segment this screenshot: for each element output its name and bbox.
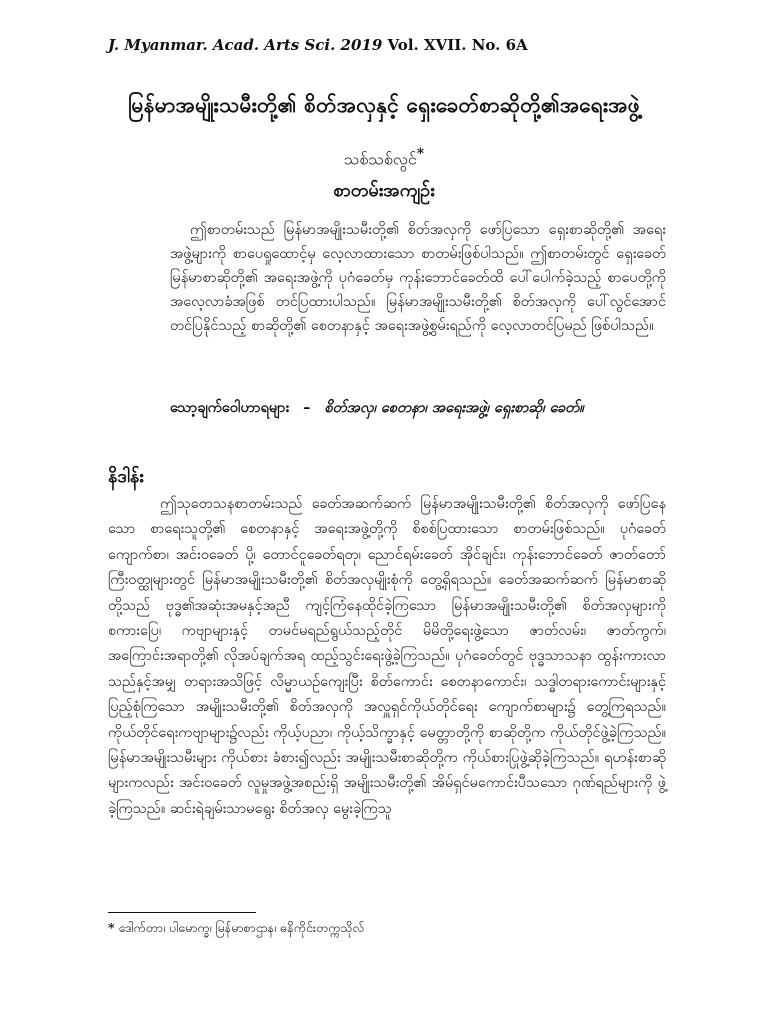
introduction-heading: နိဒါန်း [108,466,144,487]
keywords-line [170,396,666,420]
keywords-label: သော့ချက်ဝေါဟာရများ [170,399,290,416]
author-line [0,146,768,172]
author-footnote-mark: * [416,146,425,162]
footnote [108,920,364,939]
author-name: သစ်သစ်လွင် [343,149,417,169]
paper-title: မြန်မာအမျိုးသမီးတို့၏ စိတ်အလှနှင့် ရှေးခေတ်စာဆိုတို့၏အရေးအဖွဲ့ [128,92,640,117]
introduction-text: ဤသုတေသနစာတမ်းသည် ခေတ်အဆက်ဆက် မြန်မာအမျိုးသမီးတို့၏ စိတ်အလှကို ဖော်ပြနေသော စာရေးသူတို့၏ စေတနာနှင့် အရေးအဖွဲ့တို့ကို စိစစ်ပြထားသော စာတမ်းဖြစ်သည်။ ပုဂံခေတ် ကျောက်စာ၊ အင်းဝခေတ် ပို့၊ တောင်ငူခေတ်ရတု၊ ညောင်ရမ်းခေတ် အိုင်ချင်း၊ ကုန်းဘောင်ခေတ် ဇာတ်တော်ကြီးဝတ္ထုများတွင် မြန်မာအမျိုးသမီးတို့၏ စိတ်အလှမျိုးစုံကို တွေ့ရှိရသည်။ ခေတ်အဆက်ဆက် မြန်မာစာဆိုတို့သည် ဗုဒ္ဓ၏အဆုံးအမနှင့်အညီ ကျင့်ကြံနေထိုင်ခဲ့ကြသော မြန်မာအမျိုးသမီးတို့၏ စိတ်အလှများကို စကားပြေ၊ ကဗျာများနှင့် တမင်မရည်ရွယ်သည့်တိုင် မိမိတို့ရေးဖွဲ့သော ဇာတ်လမ်း၊ ဇာတ်ကွက်၊ အကြောင်းအရာတို့၏ လိုအပ်ချက်အရ ထည့်သွင်းရေးဖွဲ့ခဲ့ကြသည်။ ပုဂံခေတ်တွင် ဗုဒ္ဓသာသနာ ထွန်းကားလာသည်နှင့်အမျှ တရားအသိဖြင့် လိမ္မာယဉ်ကျေးပြီး စိတ်ကောင်း စေတနာကောင်း၊ သဒ္ဓါတရားကောင်းများနှင့် ပြည့်စုံကြသော အမျိုးသမီးတို့၏ စိတ်အလှကို အလှူရှင်ကိုယ်တိုင်ရေး ကျောက်စာများ၌ တွေ့ကြရသည်။ ကိုယ်တိုင်ရေးကဗျာများ၌လည်း ကိုယ့်ပညာ၊ ကိုယ့်သိက္ခာနှင့် မေတ္တာတို့ကို စာဆိုတို့က ကိုယ်တိုင်ဖွဲ့ခဲ့ကြသည်။ မြန်မာအမျိုးသမီးများ ကိုယ်စား ခံစား၍လည်း အမျိုးသမီးစာဆိုတို့က ကိုယ်စားပြုဖွဲ့ဆိုခဲ့ကြသည်။ ရဟန်းစာဆိုများကလည်း အင်းဝခေတ် လူမှုအဖွဲ့အစည်းရှိ အမျိုးသမီးတို့၏ အိမ်ရှင်မကောင်းပီသသော ဂုဏ်ရည်များကို ဖွဲ့ခဲ့ကြသည်။ ဆင်းရဲချမ်းသာမရွေး စိတ်အလှ မွေးခဲ့ကြသူ [108,496,666,817]
keywords-dash: – [303,399,311,416]
journal-volume: Vol. XVII. No. 6A [387,36,528,54]
footnote-divider [108,912,256,913]
journal-header [108,36,528,54]
footnote-text: ဒေါက်တာ၊ ပါမောက္ခ၊ မြန်မာစာဌာန၊ ဓနိကိုင်းတက္ကသိုလ် [118,920,365,935]
journal-name: J. Myanmar. Acad. Arts Sci. 2019 [108,36,383,54]
keywords-terms: စိတ်အလှ၊ စေတနာ၊ အရေးအဖွဲ့၊ ရှေးစာဆို၊ ခေတ်။ [324,399,584,416]
abstract-heading: စာတမ်းအကျဉ်း [333,180,435,201]
footnote-mark: * [108,920,115,935]
abstract-text: ဤစာတမ်းသည် မြန်မာအမျိုးသမီးတို့၏ စိတ်အလှကို ဖော်ပြသော ရှေးစာဆိုတို့၏ အရေးအဖွဲ့များကို စာပေရှုထောင့်မှ လေ့လာထားသော စာတမ်းဖြစ်ပါသည်။ ဤစာတမ်းတွင် ရှေးခေတ်မြန်မာစာဆိုတို့၏ အရေးအဖွဲ့ကို ပုဂံခေတ်မှ ကုန်းဘောင်ခေတ်ထိ ပေါ်ပေါက်ခဲ့သည့် စာပေတို့ကို အလေ့လာခံအဖြစ် တင်ပြထားပါသည်။ မြန်မာအမျိုးသမီးတို့၏ စိတ်အလှကို ပေါ်လွင်အောင် တင်ပြနိုင်သည့် စာဆိုတို့၏ စေတနာနှင့် အရေးအဖွဲ့စွမ်းရည်ကို လေ့လာတင်ပြမည် ဖြစ်ပါသည်။ [170,222,666,334]
